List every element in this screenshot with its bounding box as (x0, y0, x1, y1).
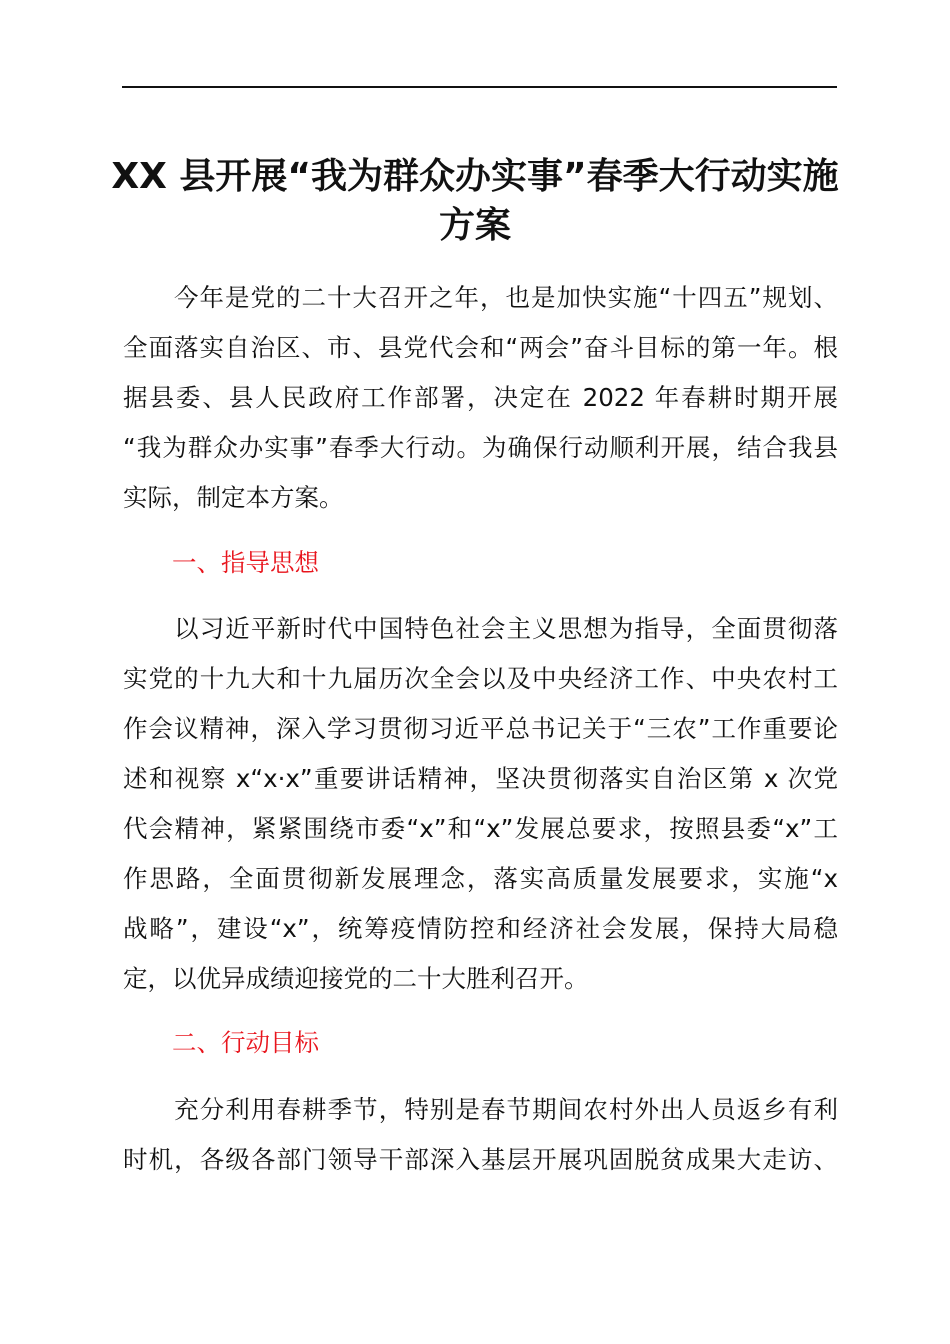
intro-line: 据县委、县人民政府工作部署，决定在 2022 年春耕时期开展 (123, 383, 838, 412)
intro-line: “我为群众办实事”春季大行动。为确保行动顺利开展，结合我县 (123, 433, 838, 462)
section1-line: 作会议精神，深入学习贯彻习近平总书记关于“三农”工作重要论 (123, 714, 838, 743)
section-heading-guiding-ideology: 一、指导思想 (123, 548, 319, 577)
section2-line: 充分利用春耕季节，特别是春节期间农村外出人员返乡有利 (123, 1095, 838, 1124)
section2-line: 时机，各级各部门领导干部深入基层开展巩固脱贫成果大走访、 (123, 1145, 838, 1174)
section1-line: 实党的十九大和十九届历次全会以及中央经济工作、中央农村工 (123, 664, 838, 693)
section-heading-action-goals: 二、行动目标 (123, 1028, 319, 1057)
section1-line: 定，以优异成绩迎接党的二十大胜利召开。 (123, 964, 589, 993)
section1-line: 代会精神，紧紧围绕市委“x”和“x”发展总要求，按照县委“x”工 (123, 814, 838, 843)
intro-line: 今年是党的二十大召开之年，也是加快实施“十四五”规划、 (123, 283, 838, 312)
section1-line: 战略”，建设“x”，统筹疫情防控和经济社会发展，保持大局稳 (123, 914, 838, 943)
section1-line: 以习近平新时代中国特色社会主义思想为指导，全面贯彻落 (123, 614, 838, 643)
header-rule (122, 86, 837, 88)
intro-line: 实际，制定本方案。 (123, 483, 344, 512)
intro-line: 全面落实自治区、市、县党代会和“两会”奋斗目标的第一年。根 (123, 333, 838, 362)
document-title-line-1: XX 县开展“我为群众办实事”春季大行动实施 (111, 156, 839, 197)
section1-line: 述和视察 x“x·x”重要讲话精神，坚决贯彻落实自治区第 x 次党 (123, 764, 838, 793)
section1-line: 作思路，全面贯彻新发展理念，落实高质量发展要求，实施“x (123, 864, 838, 893)
document-title-line-2: 方案 (438, 205, 511, 246)
